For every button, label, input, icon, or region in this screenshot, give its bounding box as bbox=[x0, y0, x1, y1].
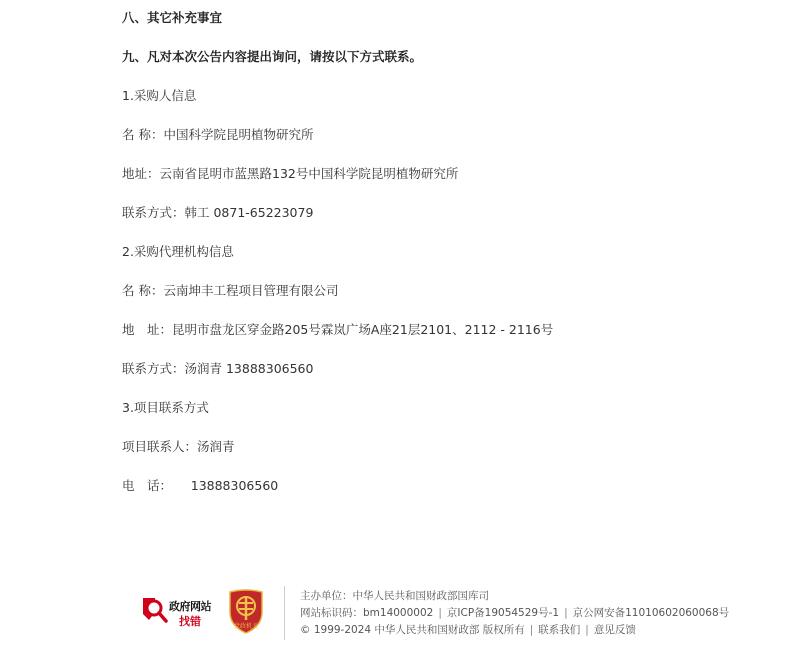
footer-divider bbox=[284, 586, 285, 640]
copyright: © 1999-2024 中华人民共和国财政部 版权所有 bbox=[300, 624, 525, 636]
agency-name: 名 称：云南坤丰工程项目管理有限公司 bbox=[122, 283, 339, 298]
police-record: 京公网安备11010602060068号 bbox=[572, 607, 730, 619]
separator: | bbox=[564, 607, 568, 619]
project-contact-phone: 电 话： 13888306560 bbox=[122, 478, 279, 493]
agency-heading: 2.采购代理机构信息 bbox=[122, 244, 234, 259]
feedback-link[interactable]: 意见反馈 bbox=[593, 624, 636, 636]
site-id: 网站标识码：bm14000002 bbox=[300, 607, 434, 619]
project-contact-heading: 3.项目联系方式 bbox=[122, 400, 209, 415]
gov-badge-sub: 找错 bbox=[179, 615, 201, 628]
separator: | bbox=[529, 624, 534, 636]
shield-label: 党政机关 bbox=[233, 623, 259, 630]
contact-us-link[interactable]: 联系我们 bbox=[538, 624, 581, 636]
purchaser-name: 名 称：中国科学院昆明植物研究所 bbox=[122, 127, 314, 142]
gov-site-error-badge[interactable] bbox=[141, 594, 221, 628]
sponsor-line: 主办单位：中华人民共和国财政部国库司 bbox=[300, 590, 489, 602]
purchaser-address: 地址：云南省昆明市蓝黑路132号中国科学院昆明植物研究所 bbox=[122, 166, 459, 181]
agency-contact: 联系方式：汤润青 13888306560 bbox=[122, 361, 314, 376]
party-gov-agency-shield-icon[interactable] bbox=[226, 588, 266, 634]
project-contact-person: 项目联系人：汤润青 bbox=[122, 439, 235, 454]
copyright-row bbox=[300, 622, 729, 639]
gov-badge-title: 政府网站 bbox=[169, 600, 211, 613]
section8-heading: 八、其它补充事宜 bbox=[122, 10, 223, 25]
agency-address: 地 址：昆明市盘龙区穿金路205号霖岚广场A座21层2101、2112 - 2116号 bbox=[122, 322, 554, 337]
site-footer bbox=[0, 578, 800, 653]
icp-record: 京ICP备19054529号-1 bbox=[446, 607, 560, 619]
purchaser-heading: 1.采购人信息 bbox=[122, 88, 197, 103]
separator: | bbox=[585, 624, 589, 636]
magnifier-icon bbox=[141, 594, 169, 626]
purchaser-contact: 联系方式：韩工 0871-65223079 bbox=[122, 205, 314, 220]
registration-line bbox=[300, 605, 729, 622]
footer-info bbox=[300, 588, 729, 639]
section9-heading: 九、凡对本次公告内容提出询问，请按以下方式联系。 bbox=[122, 49, 423, 64]
separator: | bbox=[438, 607, 442, 619]
